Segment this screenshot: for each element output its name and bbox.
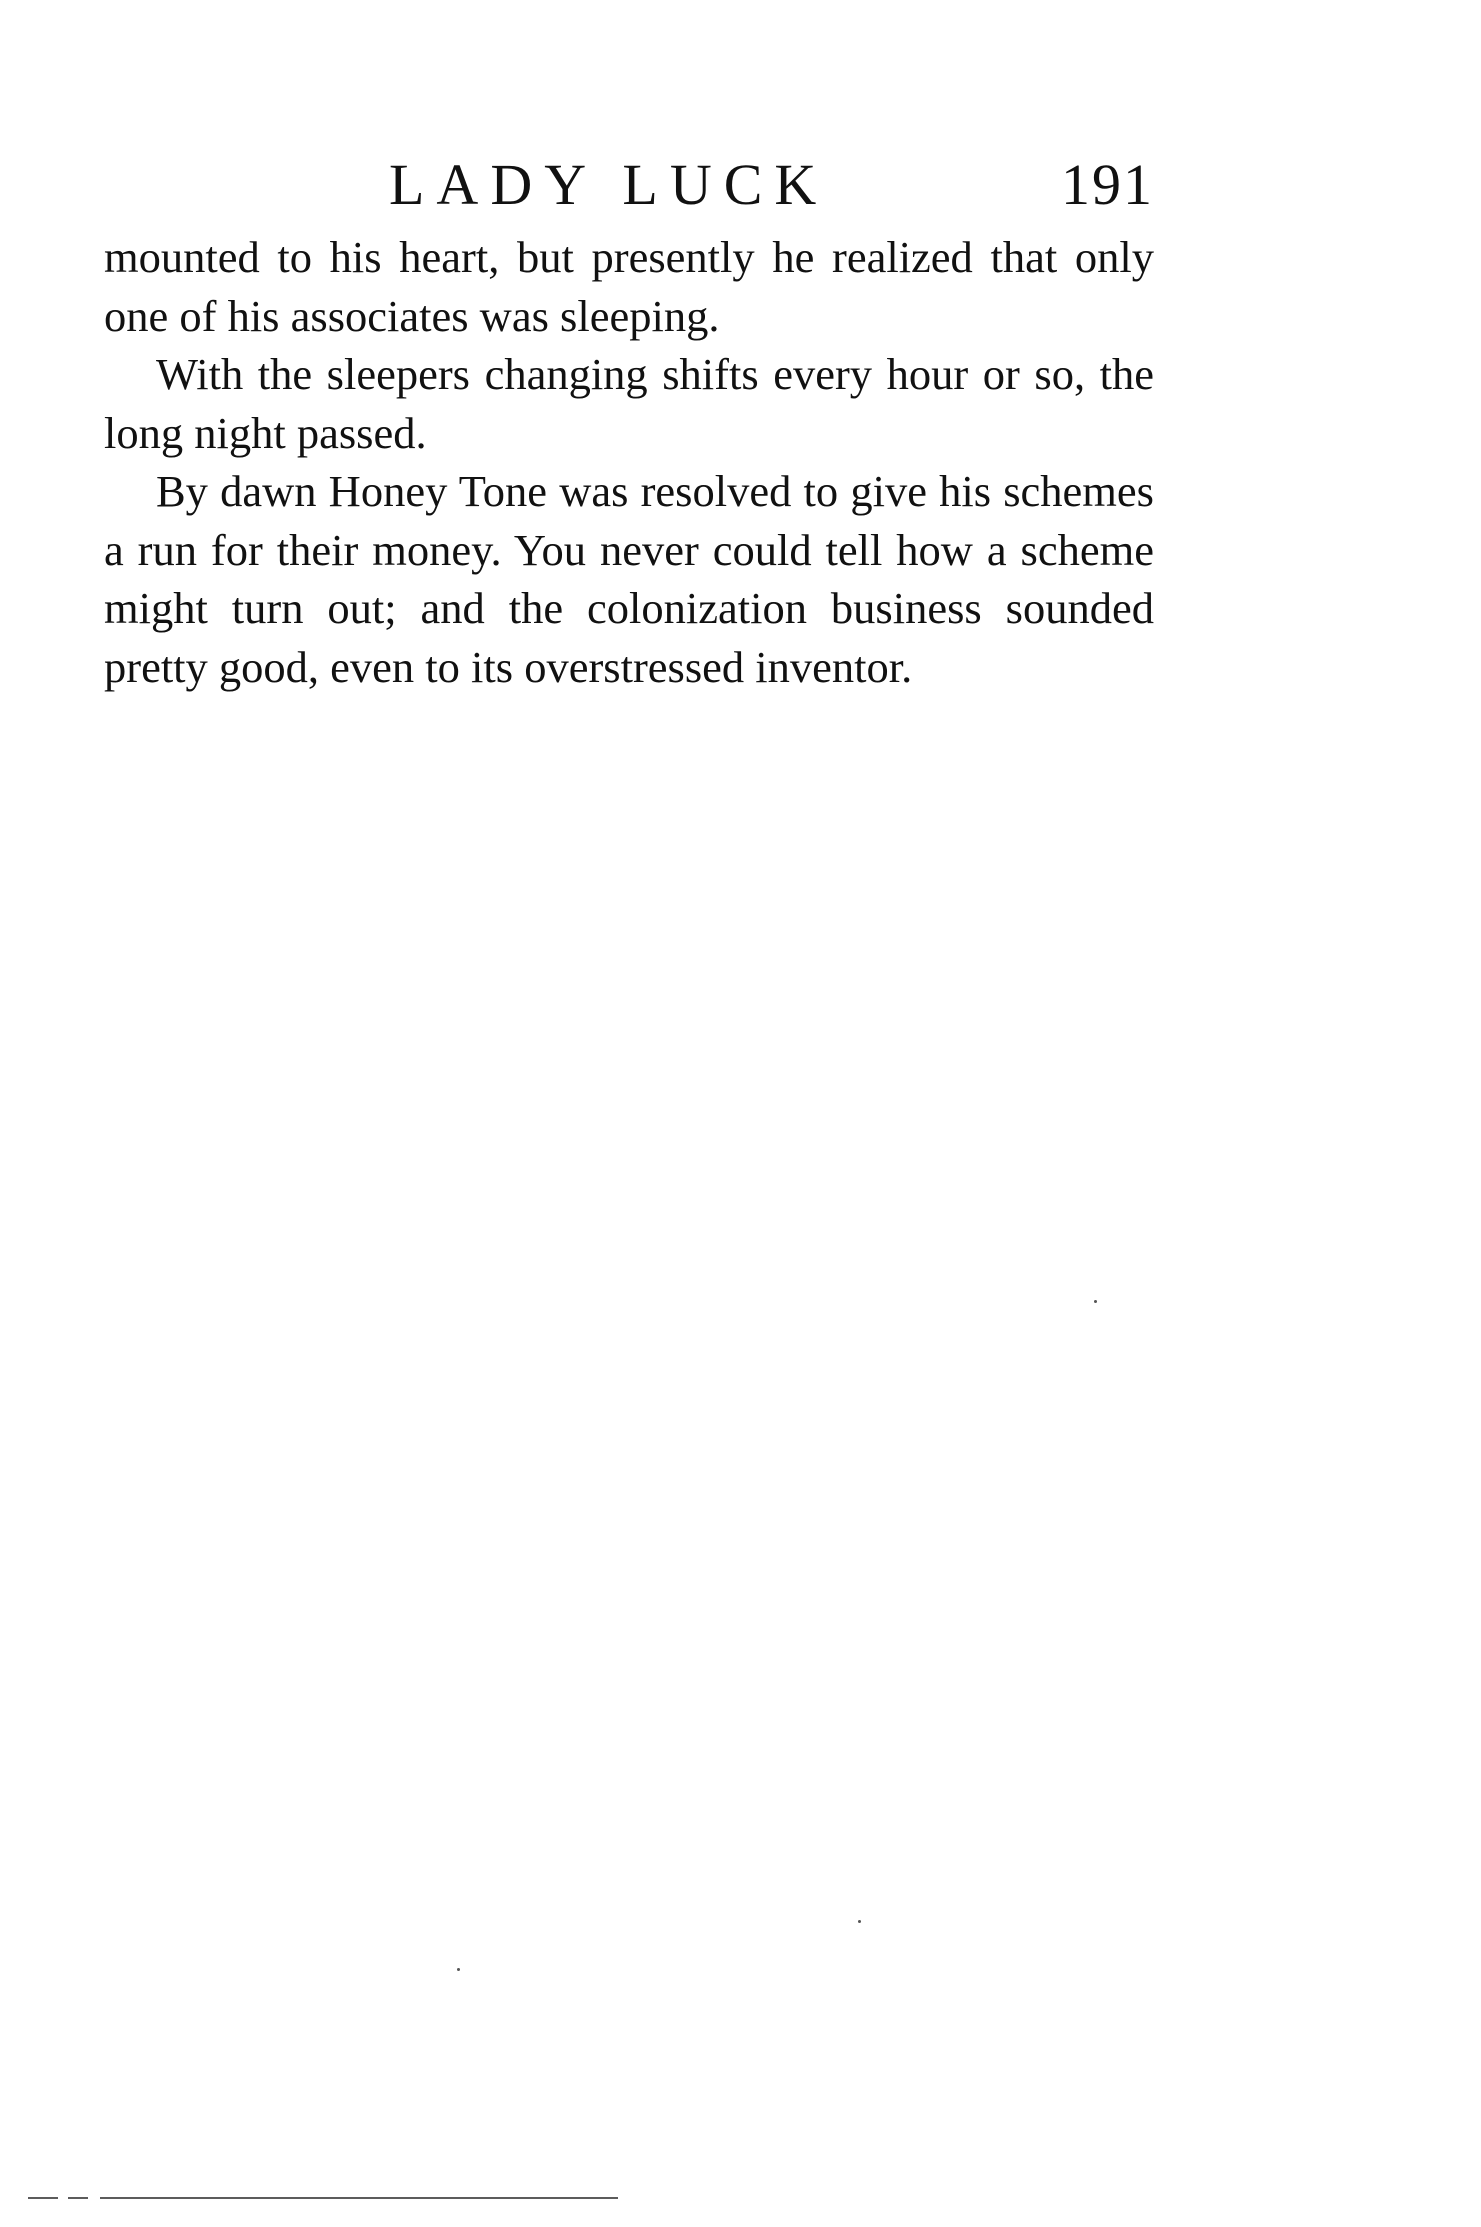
scan-speck (1094, 1300, 1097, 1303)
scan-speck (457, 1968, 460, 1971)
paragraph-3: By dawn Honey Tone was resolved to give his schemes a run for their money. You never could tell how a scheme might turn out; and the colonization business sounded pretty good, even to its overstressed inventor. (104, 466, 1154, 692)
running-title: LADY LUCK (389, 152, 829, 217)
scan-edge-rule (28, 2197, 618, 2199)
body-text (104, 228, 1154, 696)
paragraph-1: mounted to his heart, but presently he realized that only one of his associates was sleeping. (104, 232, 1154, 341)
page-number: 191 (1061, 152, 1154, 217)
paragraph-2: With the sleepers changing shifts every hour or so, the long night passed. (104, 349, 1154, 458)
running-head (104, 150, 1154, 220)
scan-speck (858, 1920, 861, 1923)
